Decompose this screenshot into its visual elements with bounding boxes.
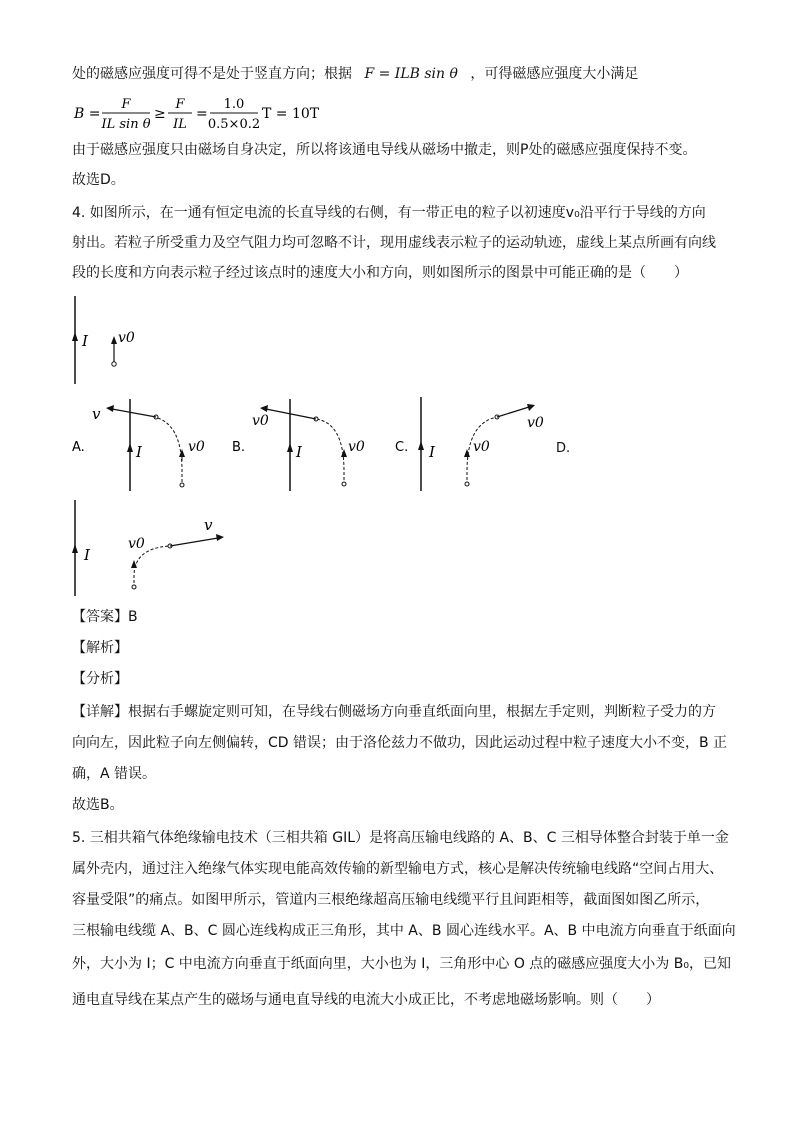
formula-f1-num: F — [121, 97, 131, 112]
option-b-trajectory — [316, 419, 344, 485]
intro-formula: F = ILB sin θ — [364, 66, 458, 82]
intro-tail: ，可得磁感应强度大小满足 — [470, 66, 639, 82]
option-b-v-vector — [266, 409, 316, 419]
option-a-svg — [70, 395, 220, 495]
jiexi-label: 【解析】 — [72, 640, 128, 656]
option-b-current-arrow — [287, 443, 293, 452]
option-a-v0-label: v0 — [188, 439, 205, 455]
option-a-current-label: I — [136, 443, 142, 461]
option-b-current-label: I — [296, 443, 302, 461]
option-b-figure[interactable] — [230, 395, 380, 495]
q5-line-5: 外，大小为 I；C 中电流方向垂直于纸面向里，大小也为 I，三角形中心 O 点的磁感应强度大小为 B₀，已知 — [72, 956, 731, 972]
v0-label: v0 — [118, 330, 135, 346]
option-b-label: B. — [232, 440, 246, 455]
option-d-current-arrow — [72, 544, 78, 553]
formula-line — [72, 92, 332, 136]
option-a-current-arrow — [127, 443, 133, 452]
option-b-start — [342, 482, 346, 486]
q4-main-figure — [66, 294, 146, 386]
formula-lhs: B = — [74, 106, 101, 122]
option-c-v0-arrow — [464, 449, 470, 457]
option-a-figure[interactable] — [70, 395, 220, 495]
option-d-svg — [66, 498, 236, 598]
q4-line-1: 4. 如图所示，在一通有恒定电流的长直导线的右侧，有一带正电的粒子以初速度v₀沿平行于导线的方向 — [72, 205, 706, 221]
formula-f3-den: 0.5×0.2 — [207, 117, 261, 132]
formula-f1-den: IL sin θ — [101, 117, 151, 132]
option-d-start — [132, 585, 136, 589]
formula-svg — [72, 92, 332, 136]
option-b-v-arrowhead — [260, 405, 268, 412]
intro-text: 处的磁感应强度可得不是处于竖直方向；根据 — [72, 66, 352, 82]
q5-line-3: 容量受限”的痛点。如图甲所示，管道内三根绝缘超高压输电线缆平行且间距相等，截面图如图乙所示， — [72, 892, 710, 908]
option-a-v-arrowhead — [106, 405, 114, 412]
q4-main-svg — [66, 294, 146, 386]
q4-line-2: 射出。若粒子所受重力及空气阻力均可忽略不计，现用虚线表示粒子的运动轨迹，虚线上某点所画有向线 — [72, 235, 716, 251]
option-c-v0-right-label: v0 — [527, 415, 544, 431]
detail-line-2: 向向左，因此粒子向左侧偏转，CD 错误；由于洛伦兹力不做功，因此运动过程中粒子速度大小不变，B 正 — [72, 735, 728, 751]
option-c-v-vector — [497, 407, 529, 417]
v0-arrowhead — [111, 336, 117, 344]
option-a-start — [180, 483, 184, 487]
answer-prev: 故选D。 — [72, 172, 125, 188]
q5-line-1: 5. 三相共箱气体绝缘输电技术（三相共箱 GIL）是将高压输电线路的 A、B、C 三相导体整合封装于单一金 — [72, 830, 729, 846]
option-c-svg — [393, 395, 558, 495]
fenxi-label: 【分析】 — [72, 671, 128, 687]
intro-line-1 — [72, 64, 638, 84]
option-c-v-arrowhead — [527, 404, 535, 411]
option-d-v-vector — [170, 538, 218, 546]
option-b-v0-arrow — [341, 449, 347, 457]
option-c-figure[interactable] — [393, 395, 558, 495]
option-a-v-label: v — [92, 405, 101, 423]
detail-line-1: 【详解】根据右手螺旋定则可知，在导线右侧磁场方向垂直纸面向里，根据左手定则，判断粒子受力的方 — [72, 704, 716, 720]
q5-line-4: 三根输电线缆 A、B、C 圆心连线构成正三角形，其中 A、B 圆心连线水平。A、B 中电流方向垂直于纸面向 — [72, 923, 736, 939]
unchanged-line: 由于磁感应强度只由磁场自身决定，所以将该通电导线从磁场中撤走，则P处的磁感应强度保持不变。 — [72, 142, 697, 158]
option-b-v0-top-label: v0 — [252, 413, 269, 429]
option-b-svg — [230, 395, 380, 495]
option-c-v0-label: v0 — [473, 439, 490, 455]
option-c-label: C. — [395, 440, 409, 455]
formula-result: T = 10T — [262, 106, 320, 122]
formula-f2-den: IL — [173, 117, 187, 132]
option-d-label-wrap[interactable] — [556, 437, 570, 456]
option-d-v-arrowhead — [216, 534, 224, 541]
option-d-label: D. — [556, 441, 571, 456]
answer-q4: 故选B。 — [72, 797, 124, 813]
option-a-label: A. — [72, 440, 85, 455]
formula-eq: = — [196, 106, 208, 122]
option-d-v0-arrow — [131, 560, 137, 568]
option-a-trajectory — [154, 417, 182, 487]
option-b-v0-label: v0 — [348, 439, 365, 455]
detail-line-3: 确，A 错误。 — [72, 766, 157, 782]
q5-line-2: 属外壳内，通过注入绝缘气体实现电能高效传输的新型输电方式，核心是解决传统输电线路“空间占用大、 — [72, 861, 724, 877]
option-d-figure[interactable] — [66, 498, 236, 598]
option-c-start — [465, 482, 469, 486]
formula-geq: ≥ — [154, 106, 166, 122]
q4-line-3: 段的长度和方向表示粒子经过该点时的速度大小和方向，则如图所示的图景中可能正确的是（ ） — [72, 265, 688, 281]
wire-current-arrow — [72, 332, 78, 341]
q5-line-6: 通电直导线在某点产生的磁场与通电直导线的电流大小成正比，不考虑地磁场影响。则（ ） — [72, 992, 660, 1008]
option-c-current-label: I — [429, 443, 435, 461]
option-c-current-arrow — [418, 441, 424, 450]
current-label: I — [82, 332, 88, 350]
option-d-v-label: v — [204, 516, 213, 534]
formula-f3-num: 1.0 — [223, 97, 245, 112]
answer-label: 【答案】B — [72, 609, 138, 625]
option-d-current-label: I — [84, 546, 90, 564]
option-a-v-vector — [112, 409, 156, 417]
formula-f2-num: F — [175, 97, 185, 112]
particle-start — [112, 362, 116, 366]
option-d-v0-label: v0 — [128, 536, 145, 552]
option-d-trajectory — [134, 546, 170, 588]
